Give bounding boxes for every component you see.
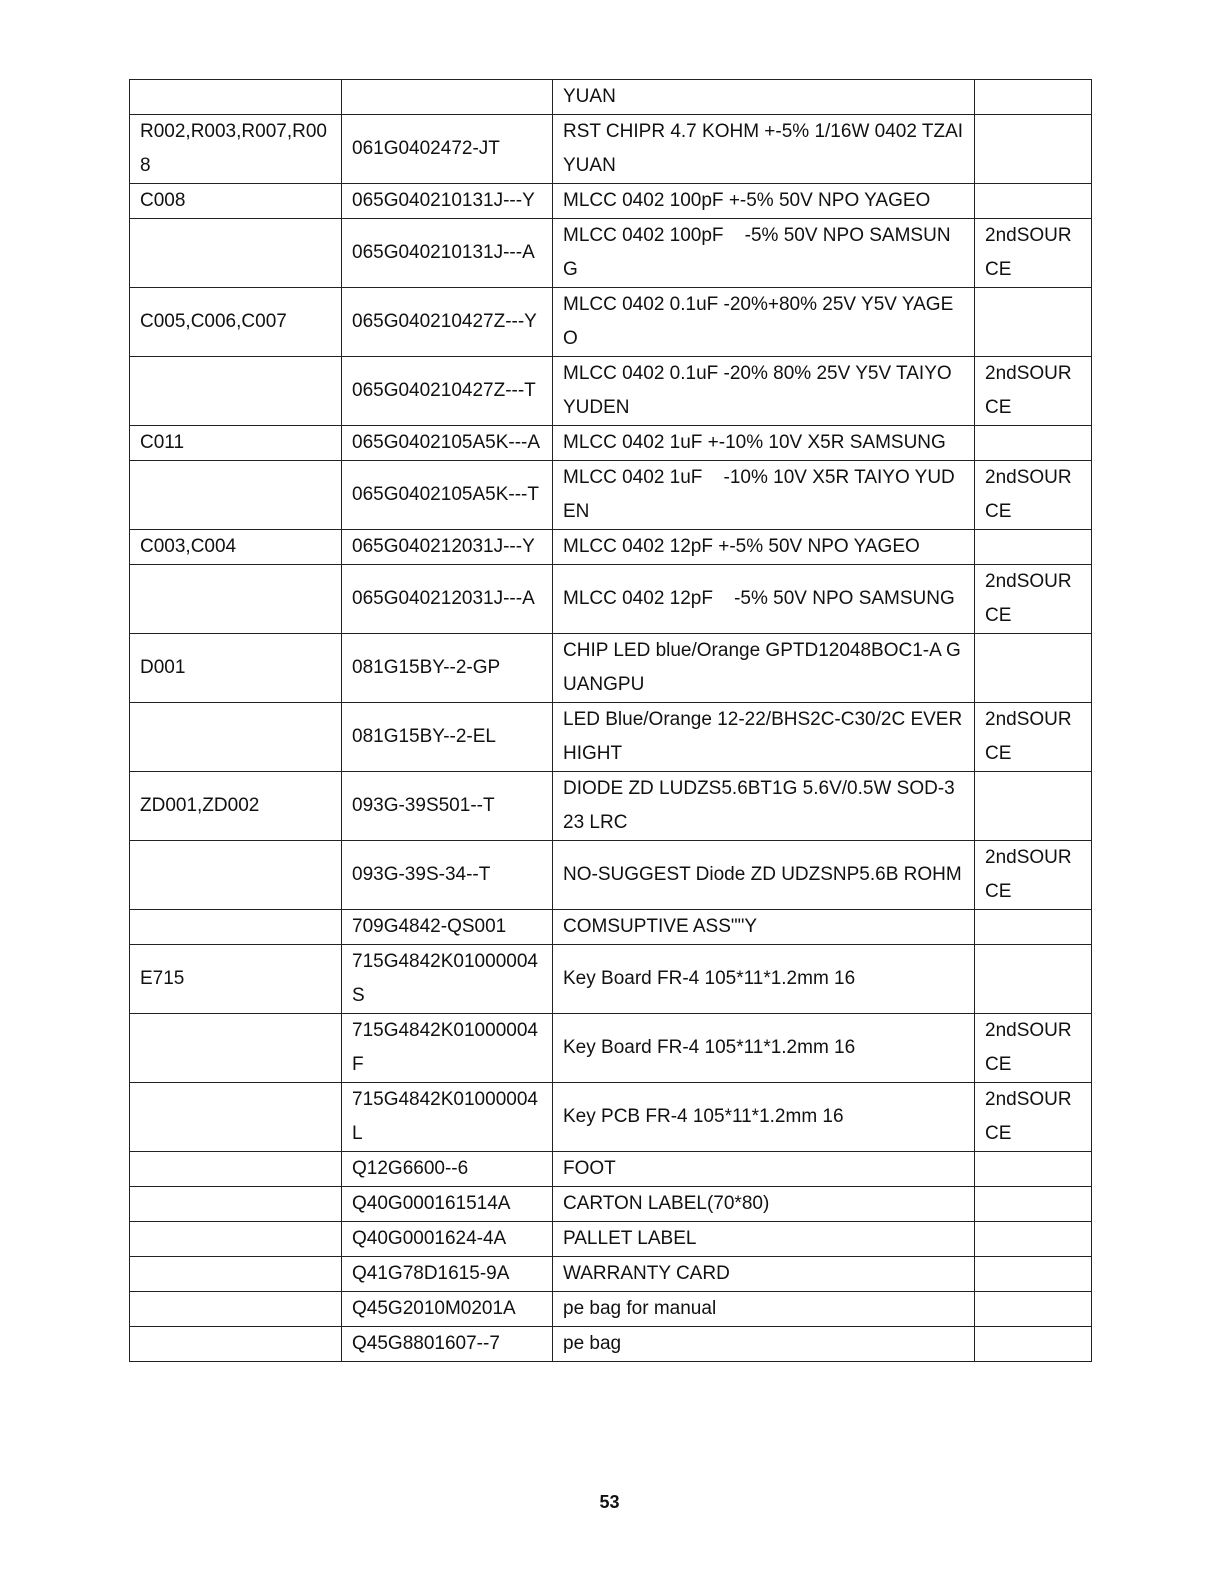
location-cell: C008	[130, 184, 342, 219]
remark-cell	[975, 288, 1092, 357]
description-cell: LED Blue/Orange 12-22/BHS2C-C30/2C EVERHIGHT	[553, 703, 975, 772]
part-number-cell: Q41G78D1615-9A	[342, 1257, 553, 1292]
part-number-cell: 061G0402472-JT	[342, 115, 553, 184]
remark-cell	[975, 1327, 1092, 1362]
remark-cell	[975, 910, 1092, 945]
table-row	[130, 703, 1092, 772]
table-row	[130, 1152, 1092, 1187]
description-cell: MLCC 0402 0.1uF -20% 80% 25V Y5V TAIYO YUDEN	[553, 357, 975, 426]
remark-cell: 2ndSOURCE	[975, 357, 1092, 426]
description-cell: Key Board FR-4 105*11*1.2mm 16	[553, 1014, 975, 1083]
remark-cell: 2ndSOURCE	[975, 703, 1092, 772]
location-cell	[130, 1257, 342, 1292]
remark-cell	[975, 1152, 1092, 1187]
location-cell	[130, 219, 342, 288]
part-number-cell: Q12G6600--6	[342, 1152, 553, 1187]
location-cell	[130, 1327, 342, 1362]
part-number-cell: 093G-39S-34--T	[342, 841, 553, 910]
remark-cell	[975, 80, 1092, 115]
remark-cell	[975, 1292, 1092, 1327]
part-number-cell: Q45G8801607--7	[342, 1327, 553, 1362]
location-cell: C011	[130, 426, 342, 461]
table-row	[130, 461, 1092, 530]
remark-cell	[975, 772, 1092, 841]
description-cell: Key Board FR-4 105*11*1.2mm 16	[553, 945, 975, 1014]
description-cell: NO-SUGGEST Diode ZD UDZSNP5.6B ROHM	[553, 841, 975, 910]
location-cell	[130, 703, 342, 772]
remark-cell	[975, 530, 1092, 565]
part-number-cell: 081G15BY--2-GP	[342, 634, 553, 703]
part-number-cell: Q40G000161514A	[342, 1187, 553, 1222]
part-number-cell: 065G0402105A5K---A	[342, 426, 553, 461]
part-number-cell: 065G040210131J---Y	[342, 184, 553, 219]
table-row	[130, 1292, 1092, 1327]
remark-cell	[975, 1187, 1092, 1222]
description-cell: pe bag	[553, 1327, 975, 1362]
description-cell: FOOT	[553, 1152, 975, 1187]
remark-cell: 2ndSOURCE	[975, 841, 1092, 910]
table-row	[130, 1014, 1092, 1083]
table-row	[130, 1327, 1092, 1362]
location-cell	[130, 1083, 342, 1152]
part-number-cell: Q45G2010M0201A	[342, 1292, 553, 1327]
part-number-cell: Q40G0001624-4A	[342, 1222, 553, 1257]
remark-cell	[975, 1222, 1092, 1257]
part-number-cell	[342, 80, 553, 115]
table-row	[130, 1222, 1092, 1257]
part-number-cell: 065G040210427Z---T	[342, 357, 553, 426]
description-cell: RST CHIPR 4.7 KOHM +-5% 1/16W 0402 TZAI YUAN	[553, 115, 975, 184]
part-number-cell: 093G-39S501--T	[342, 772, 553, 841]
part-number-cell: 715G4842K01000004F	[342, 1014, 553, 1083]
description-cell: CHIP LED blue/Orange GPTD12048BOC1-A GUANGPU	[553, 634, 975, 703]
remark-cell: 2ndSOURCE	[975, 1014, 1092, 1083]
table-row	[130, 115, 1092, 184]
table-row	[130, 80, 1092, 115]
remark-cell: 2ndSOURCE	[975, 565, 1092, 634]
description-cell: WARRANTY CARD	[553, 1257, 975, 1292]
description-cell: MLCC 0402 100pF -5% 50V NPO SAMSUNG	[553, 219, 975, 288]
part-number-cell: 065G0402105A5K---T	[342, 461, 553, 530]
description-cell: MLCC 0402 1uF +-10% 10V X5R SAMSUNG	[553, 426, 975, 461]
location-cell	[130, 910, 342, 945]
remark-cell	[975, 115, 1092, 184]
table-row	[130, 530, 1092, 565]
location-cell: ZD001,ZD002	[130, 772, 342, 841]
table-row	[130, 772, 1092, 841]
part-number-cell: 065G040212031J---Y	[342, 530, 553, 565]
table-row	[130, 288, 1092, 357]
location-cell	[130, 357, 342, 426]
remark-cell	[975, 426, 1092, 461]
location-cell: D001	[130, 634, 342, 703]
description-cell: MLCC 0402 12pF -5% 50V NPO SAMSUNG	[553, 565, 975, 634]
location-cell	[130, 461, 342, 530]
remark-cell	[975, 184, 1092, 219]
description-cell: COMSUPTIVE ASS""Y	[553, 910, 975, 945]
location-cell	[130, 1152, 342, 1187]
location-cell	[130, 1014, 342, 1083]
table-row	[130, 841, 1092, 910]
table-row	[130, 426, 1092, 461]
location-cell	[130, 80, 342, 115]
location-cell	[130, 1292, 342, 1327]
location-cell: C005,C006,C007	[130, 288, 342, 357]
part-number-cell: 715G4842K01000004S	[342, 945, 553, 1014]
remark-cell: 2ndSOURCE	[975, 461, 1092, 530]
table-row	[130, 1083, 1092, 1152]
location-cell	[130, 1187, 342, 1222]
description-cell: CARTON LABEL(70*80)	[553, 1187, 975, 1222]
page-number: 53	[599, 1492, 620, 1512]
table-row	[130, 1187, 1092, 1222]
location-cell	[130, 1222, 342, 1257]
part-number-cell: 065G040212031J---A	[342, 565, 553, 634]
table-row	[130, 357, 1092, 426]
description-cell: YUAN	[553, 80, 975, 115]
table-row	[130, 1257, 1092, 1292]
table-row	[130, 219, 1092, 288]
description-cell: PALLET LABEL	[553, 1222, 975, 1257]
remark-cell	[975, 634, 1092, 703]
part-number-cell: 081G15BY--2-EL	[342, 703, 553, 772]
description-cell: MLCC 0402 100pF +-5% 50V NPO YAGEO	[553, 184, 975, 219]
location-cell	[130, 841, 342, 910]
remark-cell	[975, 945, 1092, 1014]
description-cell: pe bag for manual	[553, 1292, 975, 1327]
location-cell	[130, 565, 342, 634]
description-cell: MLCC 0402 1uF -10% 10V X5R TAIYO YUDEN	[553, 461, 975, 530]
location-cell: E715	[130, 945, 342, 1014]
table-row	[130, 184, 1092, 219]
table-row	[130, 945, 1092, 1014]
part-number-cell: 715G4842K01000004L	[342, 1083, 553, 1152]
table-row	[130, 565, 1092, 634]
table-row	[130, 634, 1092, 703]
description-cell: DIODE ZD LUDZS5.6BT1G 5.6V/0.5W SOD-323 LRC	[553, 772, 975, 841]
table-row	[130, 910, 1092, 945]
description-cell: Key PCB FR-4 105*11*1.2mm 16	[553, 1083, 975, 1152]
bom-table	[129, 79, 1092, 1362]
location-cell: R002,R003,R007,R008	[130, 115, 342, 184]
part-number-cell: 065G040210131J---A	[342, 219, 553, 288]
description-cell: MLCC 0402 12pF +-5% 50V NPO YAGEO	[553, 530, 975, 565]
remark-cell: 2ndSOURCE	[975, 219, 1092, 288]
remark-cell	[975, 1257, 1092, 1292]
part-number-cell: 709G4842-QS001	[342, 910, 553, 945]
description-cell: MLCC 0402 0.1uF -20%+80% 25V Y5V YAGEO	[553, 288, 975, 357]
remark-cell: 2ndSOURCE	[975, 1083, 1092, 1152]
part-number-cell: 065G040210427Z---Y	[342, 288, 553, 357]
location-cell: C003,C004	[130, 530, 342, 565]
